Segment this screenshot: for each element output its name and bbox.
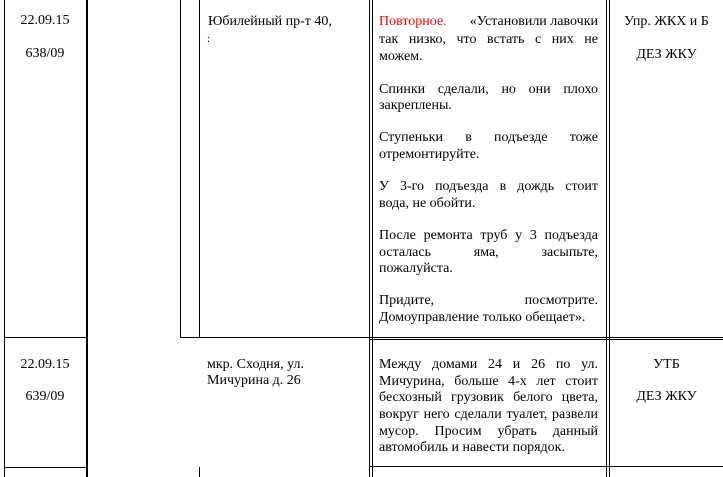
row-address: мкр. Сходня, ул. — [207, 357, 304, 372]
row-address-extra: : — [207, 33, 211, 45]
row-divider-inner — [370, 339, 723, 340]
complaint-line: У 3-го подъезда в дождь стоит — [379, 179, 598, 194]
column-divider-2b — [199, 0, 200, 337]
row-date: 22.09.15 — [20, 13, 70, 28]
complaint-line: можем. — [379, 49, 423, 64]
complaint-line: автомобиль и навести порядок. — [379, 440, 565, 455]
complaint-line: вода, не обойти. — [379, 196, 476, 211]
complaint-line: Придите, посмотрите. — [379, 293, 598, 308]
complaint-line: отремонтируйте. — [379, 147, 480, 162]
row-number: 639/09 — [25, 389, 65, 404]
complaint-line: вокруг него сделали туалет, развели — [379, 407, 598, 422]
row-divider-bottom — [4, 467, 86, 468]
complaint-line: Спинки сделали, но они плохо — [379, 82, 598, 97]
row-executor-secondary: ДЕЗ ЖКУ — [636, 389, 697, 404]
complaint-line: Между домами 24 и 26 по ул. — [379, 357, 598, 372]
column-divider-1 — [86, 0, 88, 477]
row-address: Мичурина д. 26 — [207, 373, 301, 388]
column-divider-3a — [369, 0, 370, 477]
column-divider-4a — [606, 0, 607, 477]
row-executor-secondary: ДЕЗ ЖКУ — [636, 47, 697, 62]
complaint-line: закреплены. — [379, 98, 452, 113]
column-divider-4b — [609, 0, 610, 477]
complaint-line: так низко, что встать с них не — [379, 32, 598, 47]
complaint-line: мусор. Просим убрать данный — [379, 424, 598, 439]
complaint-line: Ступеньки в подъезде тоже — [379, 130, 598, 145]
column-divider-2c — [199, 467, 200, 477]
column-divider-3b — [372, 0, 373, 477]
row-date: 22.09.15 — [20, 357, 70, 372]
complaint-line: бесхозный грузовик белого цвета, — [379, 390, 598, 405]
table-border-left — [4, 0, 5, 477]
row-divider-top-left — [4, 337, 86, 338]
complaint-line: После ремонта труб у 3 подъезда — [379, 228, 598, 243]
row-divider-bottom-right — [369, 466, 723, 467]
complaint-line: осталась яма, засыпьте, — [379, 245, 598, 260]
row-address: Юбилейный пр-т 40, — [208, 14, 332, 29]
complaint-line: «Установили лавочки — [469, 14, 598, 29]
row-divider-top-mid — [180, 337, 723, 338]
complaint-line: Домоуправление только обещает». — [379, 310, 586, 325]
row-executor: УТБ — [653, 357, 680, 372]
complaint-line: пожалуйста. — [379, 261, 453, 276]
column-divider-2a — [180, 0, 181, 337]
repeat-label: Повторное. — [379, 14, 447, 29]
row-executor: Упр. ЖКХ и Б — [624, 14, 709, 29]
row-number: 638/09 — [25, 46, 65, 61]
complaint-line: Мичурина, больше 4-х лет стоит — [379, 374, 598, 389]
